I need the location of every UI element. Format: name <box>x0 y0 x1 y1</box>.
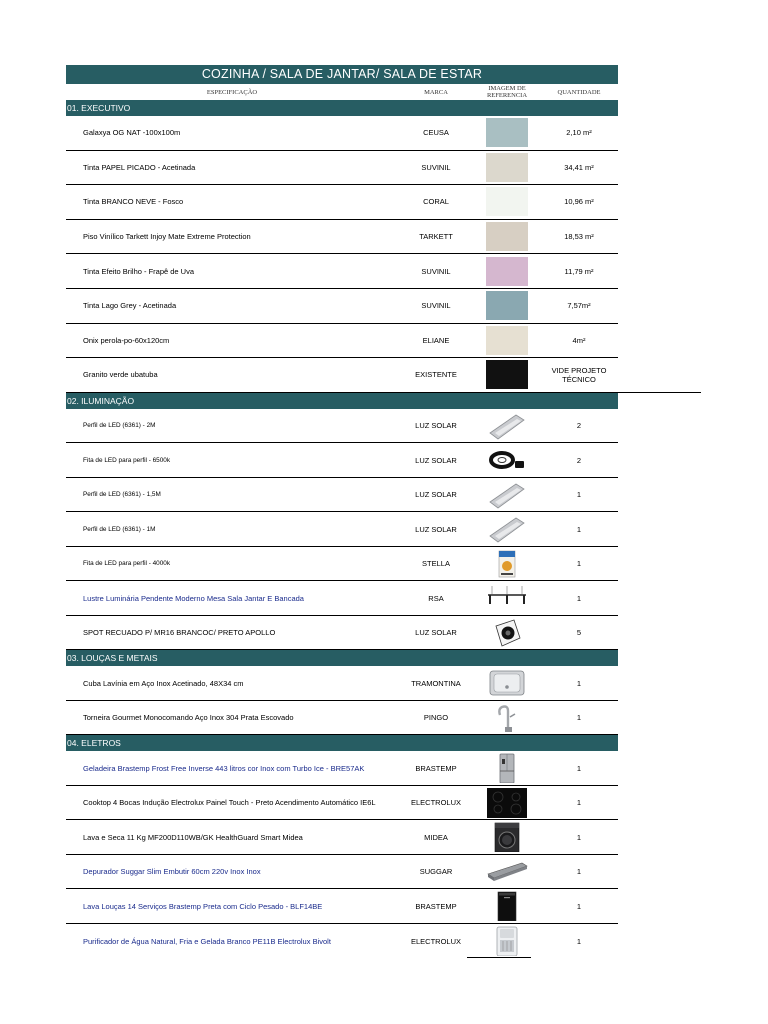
fridge-icon <box>486 753 528 783</box>
item-specification: Galaxya OG NAT -100x100m <box>83 128 181 138</box>
item-quantity: 1 <box>576 559 582 568</box>
item-brand: SUVINIL <box>421 301 451 311</box>
item-brand: LUZ SOLAR <box>415 524 457 534</box>
item-quantity: 11,79 m² <box>564 266 594 276</box>
item-quantity: 1 <box>576 524 582 534</box>
spec-sheet <box>66 65 618 958</box>
item-quantity: 1 <box>576 593 582 603</box>
material-swatch <box>486 326 528 355</box>
item-brand: LUZ SOLAR <box>415 490 457 499</box>
table-row <box>66 116 618 151</box>
led-profile-icon <box>486 514 528 544</box>
item-quantity: 1 <box>576 901 582 911</box>
table-row <box>66 324 618 359</box>
water-purifier-icon <box>486 926 528 956</box>
range-hood-icon <box>486 857 528 887</box>
item-specification: Torneira Gourmet Monocomando Aço Inox 304 Prata Escovado <box>83 713 294 722</box>
reference-image <box>474 185 540 219</box>
reference-image <box>474 855 540 889</box>
material-swatch <box>486 118 528 147</box>
reference-image <box>474 254 540 288</box>
item-brand: LUZ SOLAR <box>415 421 457 430</box>
item-specification: Granito verde ubatuba <box>83 370 158 380</box>
table-row <box>66 889 618 924</box>
item-brand: RSA <box>428 593 444 603</box>
reference-image <box>474 220 540 254</box>
item-brand: EXISTENTE <box>415 370 457 380</box>
item-quantity: 1 <box>576 798 582 807</box>
section-header-loucas: 03. LOUÇAS E METAIS <box>66 650 618 666</box>
item-quantity: 1 <box>576 490 582 499</box>
item-brand: BRASTEMP <box>415 901 457 911</box>
reference-image <box>474 581 540 615</box>
item-brand: LUZ SOLAR <box>415 628 457 637</box>
table-row <box>66 185 618 220</box>
item-brand: ELECTROLUX <box>410 936 461 946</box>
table-row <box>66 616 618 651</box>
item-brand: CEUSA <box>423 128 449 138</box>
cooktop-icon <box>486 788 528 818</box>
item-quantity: 18,53 m² <box>564 232 594 242</box>
material-swatch <box>486 291 528 320</box>
item-brand: SUVINIL <box>421 266 451 276</box>
item-quantity: 1 <box>576 867 582 876</box>
item-specification: Perfil de LED (6361) - 1,5M <box>83 491 161 498</box>
divider-line <box>618 392 701 393</box>
item-quantity: 1 <box>576 678 582 688</box>
item-specification: Cooktop 4 Bocas Indução Electrolux Painel Touch - Preto Acendimento Automático IE6L <box>83 798 376 807</box>
table-row <box>66 512 618 547</box>
reference-image <box>474 358 540 392</box>
item-specification[interactable]: Purificador de Água Natural, Fria e Gelada Branco PE11B Electrolux Bivolt <box>83 936 331 946</box>
item-specification: Lava e Seca 11 Kg MF200D110WB/GK HealthGuard Smart Midea <box>83 832 303 842</box>
sink-icon <box>486 668 528 698</box>
item-specification[interactable]: Lustre Luminária Pendente Moderno Mesa Sala Jantar E Bancada <box>83 593 304 603</box>
sheet-title: COZINHA / SALA DE JANTAR/ SALA DE ESTAR <box>66 65 618 84</box>
reference-image <box>474 289 540 323</box>
item-quantity: 1 <box>576 832 582 842</box>
item-specification: Piso Vinílico Tarkett Injoy Mate Extreme Protection <box>83 232 251 242</box>
item-brand: CORAL <box>423 197 449 207</box>
table-row <box>66 254 618 289</box>
item-specification[interactable]: Depurador Suggar Slim Embutir 60cm 220v Inox Inox <box>83 867 261 876</box>
column-header-spec: ESPECIFICAÇÃO <box>206 88 258 96</box>
table-row <box>66 443 618 478</box>
reference-image <box>474 151 540 185</box>
item-specification: Fita de LED para perfil - 4000k <box>83 560 171 567</box>
table-row <box>66 581 618 616</box>
reference-image <box>474 786 540 820</box>
led-package-icon <box>486 549 528 579</box>
table-row <box>66 289 618 324</box>
item-quantity: 4m² <box>572 335 586 345</box>
table-row <box>66 666 618 701</box>
item-brand: SUVINIL <box>421 162 451 172</box>
item-brand: ELECTROLUX <box>410 798 461 807</box>
item-brand: LUZ SOLAR <box>415 455 457 465</box>
item-specification[interactable]: Lava Louças 14 Serviços Brastemp Preta com Ciclo Pesado - BLF14BE <box>83 901 323 911</box>
item-specification: Perfil de LED (6361) - 2M <box>83 422 156 429</box>
material-swatch <box>486 153 528 182</box>
item-brand: PINGO <box>423 713 449 722</box>
item-specification: Tinta PAPEL PICADO - Acetinada <box>83 162 196 172</box>
table-row <box>66 547 618 582</box>
section-header-executivo: 01. EXECUTIVO <box>66 100 618 116</box>
material-swatch <box>486 360 528 389</box>
item-quantity: 1 <box>576 936 582 946</box>
spot-light-icon <box>486 618 528 648</box>
faucet-icon <box>486 703 528 733</box>
table-row <box>66 751 618 786</box>
item-specification: Tinta BRANCO NEVE - Fosco <box>83 197 184 207</box>
reference-image <box>474 116 540 150</box>
reference-image <box>474 547 540 581</box>
item-brand: TARKETT <box>419 232 453 242</box>
item-quantity: 34,41 m² <box>564 162 594 172</box>
item-specification: Perfil de LED (6361) - 1M <box>83 525 156 533</box>
material-swatch <box>486 222 528 251</box>
divider-line <box>467 957 531 958</box>
item-quantity: 7,57m² <box>567 301 591 311</box>
item-quantity: VIDE PROJETO TÉCNICO <box>551 365 607 384</box>
column-header-brand: MARCA <box>424 88 448 96</box>
washer-icon <box>486 822 528 852</box>
table-row <box>66 924 618 959</box>
item-quantity: 10,96 m² <box>564 197 594 207</box>
reference-image <box>474 512 540 546</box>
item-quantity: 2,10 m² <box>566 128 592 138</box>
item-quantity: 2 <box>576 455 582 465</box>
pendant-lamp-icon <box>486 583 528 613</box>
table-row <box>66 786 618 821</box>
dishwasher-icon <box>486 891 528 921</box>
reference-image <box>474 666 540 700</box>
column-header-image: IMAGEM DE REFERENCIA <box>486 85 528 99</box>
item-specification[interactable]: Geladeira Brastemp Frost Free Inverse 443 litros cor Inox com Turbo Ice - BRE57AK <box>83 763 365 773</box>
reference-image <box>474 820 540 854</box>
reference-image <box>474 443 540 477</box>
material-swatch <box>486 257 528 286</box>
item-brand: SUGGAR <box>419 867 453 876</box>
reference-image <box>474 409 540 443</box>
table-row <box>66 820 618 855</box>
item-brand: BRASTEMP <box>415 763 457 773</box>
sheet-content <box>66 100 618 958</box>
section-header-iluminacao: 02. ILUMINAÇÃO <box>66 393 618 409</box>
table-row <box>66 220 618 255</box>
item-specification: Cuba Lavínia em Aço Inox Acetinado, 48X34 cm <box>83 678 244 688</box>
column-header-quantity: QUANTIDADE <box>557 88 601 96</box>
table-row <box>66 409 618 444</box>
section-header-eletros: 04. ELETROS <box>66 735 618 751</box>
reference-image <box>474 889 540 923</box>
table-row <box>66 358 618 393</box>
item-quantity: 2 <box>576 421 582 430</box>
reference-image <box>474 324 540 358</box>
reference-image <box>474 701 540 735</box>
item-brand: MIDEA <box>424 832 448 842</box>
led-strip-icon <box>486 445 528 475</box>
item-brand: STELLA <box>422 559 450 568</box>
table-row <box>66 855 618 890</box>
item-specification: Tinta Lago Grey - Acetinada <box>83 301 177 311</box>
item-quantity: 1 <box>576 763 582 773</box>
led-profile-icon <box>486 480 528 510</box>
led-profile-icon <box>486 411 528 441</box>
item-specification: Tinta Efeito Brilho - Frapê de Uva <box>83 266 195 276</box>
material-swatch <box>486 187 528 216</box>
item-specification: SPOT RECUADO P/ MR16 BRANCOC/ PRETO APOLLO <box>83 628 276 637</box>
item-specification: Onix perola-po-60x120cm <box>83 335 170 345</box>
item-specification: Fita de LED para perfil - 6500k <box>83 456 171 464</box>
reference-image <box>474 924 540 959</box>
table-row <box>66 478 618 513</box>
table-row <box>66 151 618 186</box>
reference-image <box>474 751 540 785</box>
column-headers <box>66 84 618 100</box>
reference-image <box>474 478 540 512</box>
item-brand: TRAMONTINA <box>411 678 461 688</box>
item-brand: ELIANE <box>422 335 450 345</box>
item-quantity: 1 <box>576 713 582 722</box>
table-row <box>66 701 618 736</box>
item-quantity: 5 <box>576 628 582 637</box>
reference-image <box>474 616 540 650</box>
